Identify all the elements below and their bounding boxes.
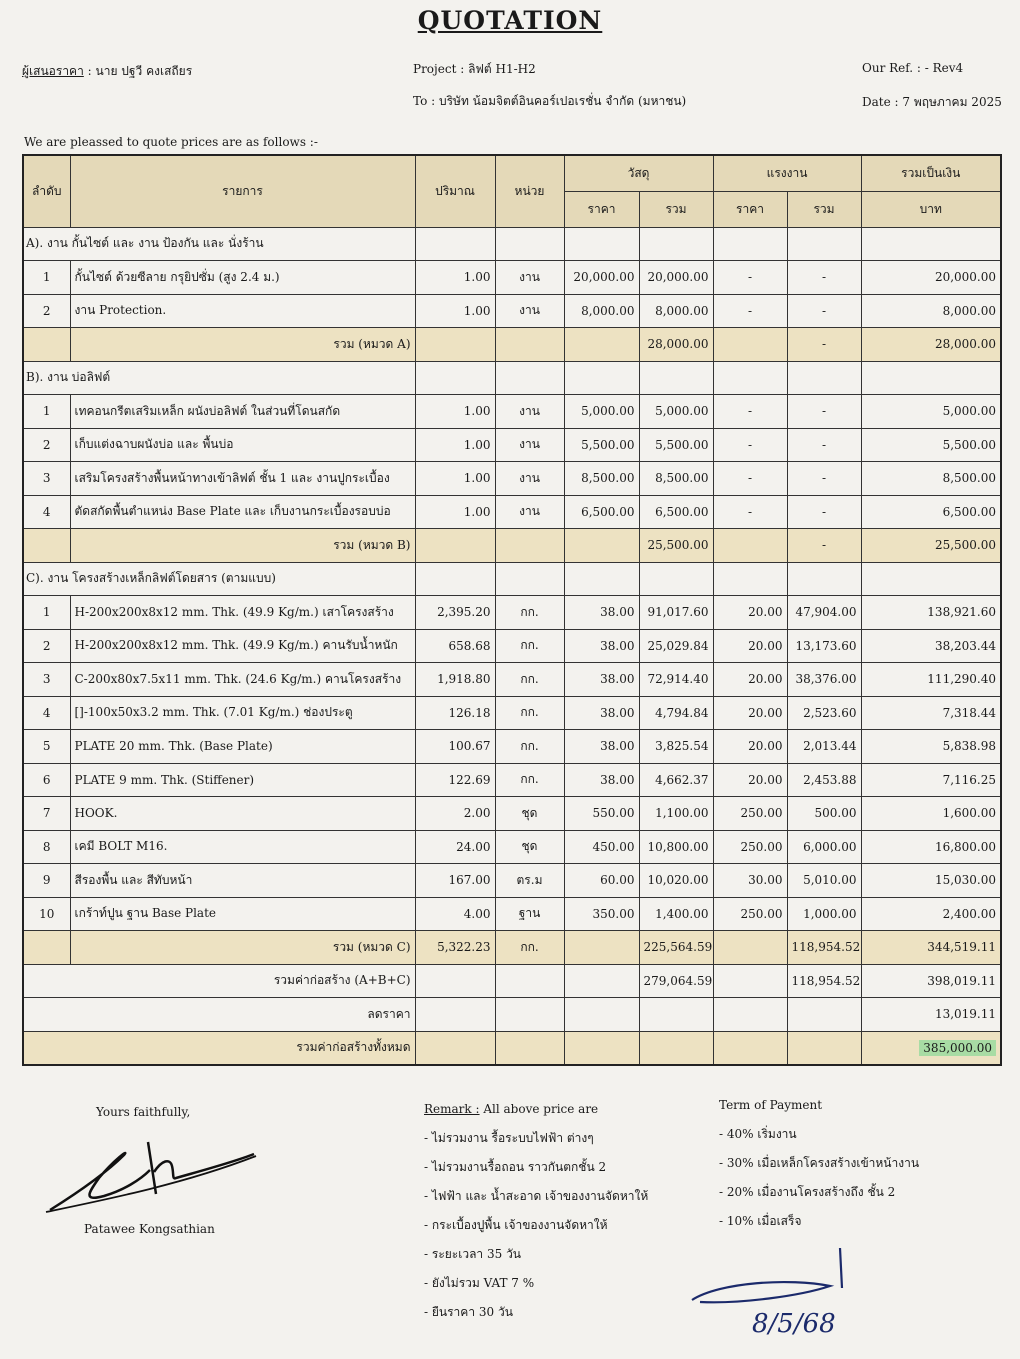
- cell-no: 2: [23, 428, 70, 462]
- cell-desc: เก็บแต่งฉาบผนังบ่อ และ พื้นบ่อ: [70, 428, 415, 462]
- cell-material-sum: 4,794.84: [639, 696, 713, 730]
- summary-material-sum: [639, 998, 713, 1032]
- proposer: [22, 62, 192, 81]
- empty-cell: [23, 931, 70, 965]
- cell-qty: 2.00: [415, 797, 495, 831]
- cell-unit: ตร.ม: [495, 864, 564, 898]
- cell-total: 5,838.98: [861, 730, 1001, 764]
- subtotal-unit: [495, 529, 564, 563]
- empty-cell: [639, 562, 713, 596]
- cell-material-price: 5,000.00: [564, 395, 639, 429]
- subtotal-labor-sum: -: [787, 529, 861, 563]
- cell-qty: 1.00: [415, 294, 495, 328]
- subtotal-qty: 5,322.23: [415, 931, 495, 965]
- subtotal-material-sum: 25,500.00: [639, 529, 713, 563]
- closing: Yours faithfully,: [96, 1105, 191, 1119]
- summary-label: รวมค่าก่อสร้างทั้งหมด: [23, 1031, 415, 1065]
- empty-cell: [564, 1031, 639, 1065]
- empty-cell: [713, 529, 787, 563]
- table-row: [23, 495, 1001, 529]
- col-material-sum: รวม: [639, 191, 713, 227]
- cell-qty: 1.00: [415, 261, 495, 295]
- subtotal-row: [23, 328, 1001, 362]
- subtotal-qty: [415, 529, 495, 563]
- cell-qty: 4.00: [415, 897, 495, 931]
- remark-item: - ยังไม่รวม VAT 7 %: [424, 1276, 535, 1290]
- cell-material-price: 38.00: [564, 663, 639, 697]
- cell-labor-sum: 38,376.00: [787, 663, 861, 697]
- cell-qty: 658.68: [415, 629, 495, 663]
- empty-cell: [564, 931, 639, 965]
- cell-total: 2,400.00: [861, 897, 1001, 931]
- table-row: [23, 763, 1001, 797]
- subtotal-total: 28,000.00: [861, 328, 1001, 362]
- cell-material-price: 38.00: [564, 696, 639, 730]
- cell-unit: งาน: [495, 462, 564, 496]
- cell-no: 1: [23, 596, 70, 630]
- empty-cell: [564, 998, 639, 1032]
- col-material: วัสดุ: [564, 155, 713, 191]
- cell-qty: 100.67: [415, 730, 495, 764]
- cell-material-sum: 6,500.00: [639, 495, 713, 529]
- cell-labor-price: 20.00: [713, 763, 787, 797]
- summary-material-sum: 279,064.59: [639, 964, 713, 998]
- subtotal-total: 25,500.00: [861, 529, 1001, 563]
- cell-unit: กก.: [495, 730, 564, 764]
- summary-label: รวมค่าก่อสร้าง (A+B+C): [23, 964, 415, 998]
- cell-total: 5,500.00: [861, 428, 1001, 462]
- cell-desc: C-200x80x7.5x11 mm. Thk. (24.6 Kg/m.) คานโครงสร้าง: [70, 663, 415, 697]
- cell-no: 9: [23, 864, 70, 898]
- cell-no: 8: [23, 830, 70, 864]
- cell-material-price: 6,500.00: [564, 495, 639, 529]
- summary-row: [23, 998, 1001, 1032]
- subtotal-unit: [495, 328, 564, 362]
- table-row: [23, 730, 1001, 764]
- cell-material-sum: 8,500.00: [639, 462, 713, 496]
- payment-list: [719, 1120, 919, 1236]
- cell-labor-price: 20.00: [713, 629, 787, 663]
- cell-total: 111,290.40: [861, 663, 1001, 697]
- cell-labor-price: 20.00: [713, 730, 787, 764]
- empty-cell: [415, 998, 495, 1032]
- cell-material-price: 38.00: [564, 730, 639, 764]
- section-title: C). งาน โครงสร้างเหล็กลิฟต์โดยสาร (ตามแบบ): [23, 562, 415, 596]
- cell-desc: PLATE 20 mm. Thk. (Base Plate): [70, 730, 415, 764]
- cell-unit: ชุด: [495, 830, 564, 864]
- cell-unit: กก.: [495, 663, 564, 697]
- col-unit: หน่วย: [495, 155, 564, 227]
- empty-cell: [861, 227, 1001, 261]
- cell-unit: กก.: [495, 596, 564, 630]
- subtotal-row: [23, 931, 1001, 965]
- cell-total: 7,116.25: [861, 763, 1001, 797]
- subtotal-labor-sum: 118,954.52: [787, 931, 861, 965]
- summary-material-sum: [639, 1031, 713, 1065]
- payment-item: - 30% เมื่อเหล็กโครงสร้างเข้าหน้างาน: [719, 1156, 920, 1170]
- col-qty: ปริมาณ: [415, 155, 495, 227]
- cell-material-price: 350.00: [564, 897, 639, 931]
- table-row: [23, 797, 1001, 831]
- remark-item: - ระยะเวลา 35 วัน: [424, 1247, 522, 1261]
- cell-unit: งาน: [495, 261, 564, 295]
- subtotal-label: รวม (หมวด C): [70, 931, 415, 965]
- section-row: [23, 361, 1001, 395]
- summary-labor-sum: [787, 998, 861, 1032]
- intro-text: We are pleassed to quote prices are as follows :-: [24, 135, 318, 149]
- subtotal-label: รวม (หมวด B): [70, 529, 415, 563]
- cell-labor-sum: -: [787, 294, 861, 328]
- empty-cell: [713, 227, 787, 261]
- empty-cell: [415, 361, 495, 395]
- subtotal-material-sum: 225,564.59: [639, 931, 713, 965]
- empty-cell: [564, 529, 639, 563]
- cell-no: 3: [23, 663, 70, 697]
- cell-labor-sum: 1,000.00: [787, 897, 861, 931]
- recipient: To : บริษัท น้อมจิตต์อินคอร์เปอเรชั่น จำกัด (มหาชน): [413, 94, 687, 108]
- signature: [44, 1130, 259, 1220]
- section-title: A). งาน กั้นไซต์ และ งาน ป้องกัน และ นั่งร้าน: [23, 227, 415, 261]
- table-row: [23, 395, 1001, 429]
- remark-item: - ยืนราคา 30 วัน: [424, 1305, 513, 1319]
- cell-material-sum: 5,000.00: [639, 395, 713, 429]
- summary-row: [23, 1031, 1001, 1065]
- cell-material-sum: 1,100.00: [639, 797, 713, 831]
- cell-total: 16,800.00: [861, 830, 1001, 864]
- summary-labor-sum: 118,954.52: [787, 964, 861, 998]
- cell-desc: HOOK.: [70, 797, 415, 831]
- subtotal-unit: กก.: [495, 931, 564, 965]
- payment-item: - 20% เมื่องานโครงสร้างถึง ชั้น 2: [719, 1185, 896, 1199]
- cell-material-price: 5,500.00: [564, 428, 639, 462]
- quotation-table: [22, 154, 1002, 1066]
- cell-labor-sum: -: [787, 428, 861, 462]
- table-row: [23, 294, 1001, 328]
- cell-no: 6: [23, 763, 70, 797]
- cell-labor-sum: -: [787, 462, 861, 496]
- cell-material-sum: 4,662.37: [639, 763, 713, 797]
- cell-material-sum: 25,029.84: [639, 629, 713, 663]
- empty-cell: [495, 562, 564, 596]
- cell-material-sum: 5,500.00: [639, 428, 713, 462]
- handwritten-date: 8/5/68: [752, 1309, 836, 1339]
- empty-cell: [495, 1031, 564, 1065]
- cell-total: 138,921.60: [861, 596, 1001, 630]
- cell-total: 1,600.00: [861, 797, 1001, 831]
- subtotal-material-sum: 28,000.00: [639, 328, 713, 362]
- cell-unit: กก.: [495, 763, 564, 797]
- remark-title: Remark :: [424, 1102, 480, 1116]
- grand-total: 385,000.00: [919, 1040, 996, 1056]
- cell-total: 20,000.00: [861, 261, 1001, 295]
- cell-labor-price: -: [713, 261, 787, 295]
- cell-no: 3: [23, 462, 70, 496]
- subtotal-total: 344,519.11: [861, 931, 1001, 965]
- table-row: [23, 864, 1001, 898]
- cell-labor-sum: 2,013.44: [787, 730, 861, 764]
- cell-unit: งาน: [495, 495, 564, 529]
- cell-no: 5: [23, 730, 70, 764]
- col-labor: แรงงาน: [713, 155, 861, 191]
- empty-cell: [415, 1031, 495, 1065]
- cell-total: 5,000.00: [861, 395, 1001, 429]
- cell-total: 15,030.00: [861, 864, 1001, 898]
- cell-labor-price: 250.00: [713, 897, 787, 931]
- cell-qty: 1.00: [415, 462, 495, 496]
- cell-labor-price: 20.00: [713, 696, 787, 730]
- cell-labor-sum: -: [787, 261, 861, 295]
- empty-cell: [713, 998, 787, 1032]
- cell-material-sum: 91,017.60: [639, 596, 713, 630]
- cell-no: 2: [23, 294, 70, 328]
- cell-labor-sum: -: [787, 395, 861, 429]
- summary-total: 398,019.11: [861, 964, 1001, 998]
- empty-cell: [713, 361, 787, 395]
- cell-total: 7,318.44: [861, 696, 1001, 730]
- empty-cell: [713, 964, 787, 998]
- empty-cell: [415, 964, 495, 998]
- signer-name: Patawee Kongsathian: [84, 1222, 215, 1236]
- cell-total: 6,500.00: [861, 495, 1001, 529]
- cell-desc: สีรองพื้น และ สีทับหน้า: [70, 864, 415, 898]
- cell-material-price: 38.00: [564, 596, 639, 630]
- remark-item: - ไม่รวมงานรื้อถอน ราวกันตกชั้น 2: [424, 1160, 607, 1174]
- cell-qty: 1.00: [415, 428, 495, 462]
- approval-signature: [680, 1240, 860, 1340]
- cell-no: 4: [23, 696, 70, 730]
- cell-desc: H-200x200x8x12 mm. Thk. (49.9 Kg/m.) เสาโครงสร้าง: [70, 596, 415, 630]
- remark-rest: All above price are: [479, 1102, 599, 1116]
- cell-desc: งาน Protection.: [70, 294, 415, 328]
- empty-cell: [495, 361, 564, 395]
- summary-labor-sum: [787, 1031, 861, 1065]
- cell-unit: งาน: [495, 395, 564, 429]
- subtotal-qty: [415, 328, 495, 362]
- cell-material-price: 60.00: [564, 864, 639, 898]
- remark-item: - ไฟฟ้า และ น้ำสะอาด เจ้าของงานจัดหาให้: [424, 1189, 649, 1203]
- table-row: [23, 462, 1001, 496]
- cell-total: 8,000.00: [861, 294, 1001, 328]
- section-title: B). งาน บ่อลิฟต์: [23, 361, 415, 395]
- table-row: [23, 629, 1001, 663]
- cell-labor-sum: -: [787, 495, 861, 529]
- table-row: [23, 897, 1001, 931]
- empty-cell: [564, 964, 639, 998]
- cell-material-price: 38.00: [564, 763, 639, 797]
- empty-cell: [861, 562, 1001, 596]
- empty-cell: [23, 529, 70, 563]
- cell-desc: ตัดสกัดพื้นตำแหน่ง Base Plate และ เก็บงานกระเบื้องรอบบ่อ: [70, 495, 415, 529]
- empty-cell: [564, 328, 639, 362]
- proposer-label: ผู้เสนอราคา: [22, 64, 84, 78]
- summary-label: ลดราคา: [23, 998, 415, 1032]
- col-no: ลำดับ: [23, 155, 70, 227]
- cell-desc: เสริมโครงสร้างพื้นหน้าทางเข้าลิฟต์ ชั้น 1 และ งานปูกระเบื้อง: [70, 462, 415, 496]
- cell-unit: งาน: [495, 294, 564, 328]
- empty-cell: [787, 562, 861, 596]
- cell-desc: PLATE 9 mm. Thk. (Stiffener): [70, 763, 415, 797]
- cell-labor-price: -: [713, 294, 787, 328]
- cell-labor-sum: 13,173.60: [787, 629, 861, 663]
- remark-item: - ไม่รวมงาน รื้อระบบไฟฟ้า ต่างๆ: [424, 1131, 594, 1145]
- empty-cell: [861, 361, 1001, 395]
- empty-cell: [713, 1031, 787, 1065]
- cell-labor-sum: 500.00: [787, 797, 861, 831]
- empty-cell: [495, 227, 564, 261]
- empty-cell: [564, 562, 639, 596]
- empty-cell: [564, 227, 639, 261]
- empty-cell: [415, 562, 495, 596]
- cell-labor-price: -: [713, 428, 787, 462]
- subtotal-labor-sum: -: [787, 328, 861, 362]
- remarks-list: [424, 1124, 648, 1327]
- cell-total: 38,203.44: [861, 629, 1001, 663]
- cell-desc: กั้นไซต์ ด้วยซีลาย กรุยิปซั่ม (สูง 2.4 ม.): [70, 261, 415, 295]
- empty-cell: [23, 328, 70, 362]
- cell-unit: งาน: [495, 428, 564, 462]
- cell-no: 2: [23, 629, 70, 663]
- cell-labor-sum: 47,904.00: [787, 596, 861, 630]
- payment-item: - 10% เมื่อเสร็จ: [719, 1214, 802, 1228]
- cell-labor-price: -: [713, 462, 787, 496]
- cell-material-price: 550.00: [564, 797, 639, 831]
- cell-qty: 2,395.20: [415, 596, 495, 630]
- cell-labor-sum: 6,000.00: [787, 830, 861, 864]
- table-row: [23, 830, 1001, 864]
- cell-total: 8,500.00: [861, 462, 1001, 496]
- cell-qty: 126.18: [415, 696, 495, 730]
- table-row: [23, 663, 1001, 697]
- cell-labor-sum: 2,453.88: [787, 763, 861, 797]
- cell-unit: กก.: [495, 629, 564, 663]
- proposer-name: : นาย ปฐวี คงเสถียร: [87, 64, 193, 78]
- cell-material-price: 20,000.00: [564, 261, 639, 295]
- table-body: [23, 227, 1001, 1065]
- section-row: [23, 562, 1001, 596]
- empty-cell: [713, 931, 787, 965]
- empty-cell: [639, 227, 713, 261]
- cell-qty: 1,918.80: [415, 663, 495, 697]
- summary-total: 13,019.11: [861, 998, 1001, 1032]
- cell-material-sum: 20,000.00: [639, 261, 713, 295]
- cell-no: 10: [23, 897, 70, 931]
- payment-item: - 40% เริ่มงาน: [719, 1127, 797, 1141]
- empty-cell: [564, 361, 639, 395]
- project: Project : ลิฟต์ H1-H2: [413, 62, 536, 76]
- cell-labor-price: 250.00: [713, 797, 787, 831]
- payment-title: Term of Payment: [719, 1098, 823, 1112]
- table-row: [23, 261, 1001, 295]
- cell-material-sum: 10,020.00: [639, 864, 713, 898]
- col-material-price: ราคา: [564, 191, 639, 227]
- cell-no: 4: [23, 495, 70, 529]
- empty-cell: [713, 328, 787, 362]
- our-ref: Our Ref. : - Rev4: [862, 61, 964, 75]
- cell-qty: 24.00: [415, 830, 495, 864]
- empty-cell: [415, 227, 495, 261]
- subtotal-row: [23, 529, 1001, 563]
- section-row: [23, 227, 1001, 261]
- cell-desc: เกร้าท์ปูน ฐาน Base Plate: [70, 897, 415, 931]
- cell-labor-price: 30.00: [713, 864, 787, 898]
- cell-material-sum: 8,000.00: [639, 294, 713, 328]
- cell-material-sum: 1,400.00: [639, 897, 713, 931]
- cell-qty: 122.69: [415, 763, 495, 797]
- table-row: [23, 596, 1001, 630]
- col-item: รายการ: [70, 155, 415, 227]
- cell-desc: เคมี BOLT M16.: [70, 830, 415, 864]
- cell-no: 7: [23, 797, 70, 831]
- cell-unit: ฐาน: [495, 897, 564, 931]
- cell-material-sum: 10,800.00: [639, 830, 713, 864]
- empty-cell: [713, 562, 787, 596]
- cell-material-sum: 72,914.40: [639, 663, 713, 697]
- cell-material-price: 8,000.00: [564, 294, 639, 328]
- remark-item: - กระเบื้องปูพื้น เจ้าของงานจัดหาให้: [424, 1218, 608, 1232]
- cell-material-price: 8,500.00: [564, 462, 639, 496]
- cell-desc: []-100x50x3.2 mm. Thk. (7.01 Kg/m.) ช่องประตู: [70, 696, 415, 730]
- cell-qty: 1.00: [415, 395, 495, 429]
- quote-date: Date : 7 พฤษภาคม 2025: [862, 95, 1002, 109]
- empty-cell: [787, 361, 861, 395]
- document-title: QUOTATION: [417, 6, 603, 35]
- cell-qty: 167.00: [415, 864, 495, 898]
- summary-row: [23, 964, 1001, 998]
- subtotal-label: รวม (หมวด A): [70, 328, 415, 362]
- cell-desc: H-200x200x8x12 mm. Thk. (49.9 Kg/m.) คานรับน้ำหนัก: [70, 629, 415, 663]
- cell-no: 1: [23, 261, 70, 295]
- cell-material-price: 450.00: [564, 830, 639, 864]
- empty-cell: [639, 361, 713, 395]
- cell-no: 1: [23, 395, 70, 429]
- cell-material-sum: 3,825.54: [639, 730, 713, 764]
- cell-desc: เทคอนกรีตเสริมเหล็ก ผนังบ่อลิฟต์ ในส่วนที่โดนสกัด: [70, 395, 415, 429]
- cell-labor-price: 20.00: [713, 663, 787, 697]
- cell-qty: 1.00: [415, 495, 495, 529]
- cell-unit: ชุด: [495, 797, 564, 831]
- cell-unit: กก.: [495, 696, 564, 730]
- col-total: รวมเป็นเงิน: [861, 155, 1001, 191]
- table-row: [23, 696, 1001, 730]
- cell-material-price: 38.00: [564, 629, 639, 663]
- empty-cell: [495, 964, 564, 998]
- col-labor-sum: รวม: [787, 191, 861, 227]
- empty-cell: [787, 227, 861, 261]
- col-baht: บาท: [861, 191, 1001, 227]
- cell-labor-price: 250.00: [713, 830, 787, 864]
- cell-labor-price: -: [713, 395, 787, 429]
- col-labor-price: ราคา: [713, 191, 787, 227]
- cell-labor-price: -: [713, 495, 787, 529]
- grand-total-cell: [861, 1031, 1001, 1065]
- cell-labor-sum: 2,523.60: [787, 696, 861, 730]
- table-row: [23, 428, 1001, 462]
- empty-cell: [495, 998, 564, 1032]
- cell-labor-sum: 5,010.00: [787, 864, 861, 898]
- remark-heading: [424, 1095, 598, 1124]
- cell-labor-price: 20.00: [713, 596, 787, 630]
